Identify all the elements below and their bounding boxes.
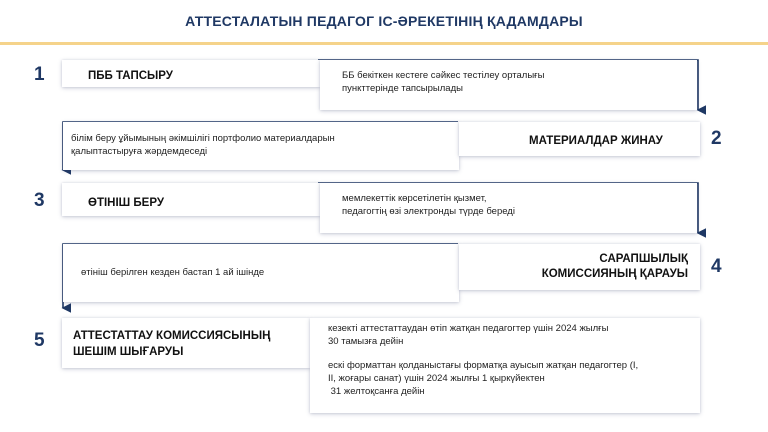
step-5-title-line-1: АТТЕСТАТТАУ КОМИССИЯСЫНЫҢ xyxy=(73,330,271,342)
step-3-title-box xyxy=(62,183,320,216)
step-number-3: 3 xyxy=(34,190,45,211)
step-number-1: 1 xyxy=(34,64,45,85)
step-5-title-box xyxy=(62,318,310,368)
step-number-4: 4 xyxy=(711,256,722,277)
step-5-desc-line-4: ІІ, жоғары санат) үшін 2024 жылғы 1 қыркүйектен xyxy=(328,373,545,384)
step-1-title: ПББ ТАПСЫРУ xyxy=(88,70,173,82)
step-5-desc-box xyxy=(310,318,700,413)
step-1-title-box xyxy=(62,60,320,87)
step-3-desc-line-2: педагогтің өзі электронды түрде береді xyxy=(342,206,515,217)
step-3-desc-box xyxy=(320,183,697,233)
step-3-desc-line-1: мемлекеттік көрсетілетін қызмет, xyxy=(342,193,487,204)
title-underline xyxy=(0,42,768,45)
step-4-title-box xyxy=(459,244,700,290)
diagram-title: АТТЕСТАЛАТЫН ПЕДАГОГ ІС-ӘРЕКЕТІНІҢ ҚАДАМДАРЫ xyxy=(185,13,583,29)
step-2-desc-line-1: білім беру ұйымының әкімшілігі портфолио материалдарын xyxy=(71,133,335,144)
step-5-desc-line-5: 31 желтоқсанға дейін xyxy=(328,386,425,397)
step-number-5: 5 xyxy=(34,330,45,351)
step-5-desc-line-2: 30 тамызға дейін xyxy=(328,336,404,347)
step-1-desc-box xyxy=(320,60,697,110)
step-2-title-box xyxy=(459,122,700,156)
step-4-desc-box xyxy=(63,244,459,302)
step-2-desc-line-2: қалыптастыруға жәрдемдеседі xyxy=(71,146,208,157)
step-4-desc-line-1: өтініш берілген кезден бастап 1 ай ішінде xyxy=(81,267,265,278)
step-1-desc-line-1: ББ бекіткен кестеге сәйкес тестілеу орталығы xyxy=(342,70,545,81)
step-4-title-line-1: САРАПШЫЛЫҚ xyxy=(599,253,688,265)
step-1-desc-line-2: пункттерінде тапсырылады xyxy=(342,83,463,94)
step-2-title: МАТЕРИАЛДАР ЖИНАУ xyxy=(529,135,663,147)
step-2-desc-box xyxy=(63,122,459,170)
step-number-2: 2 xyxy=(711,128,722,149)
step-5-title-line-2: ШЕШІМ ШЫҒАРУЫ xyxy=(73,346,184,358)
step-3-title: ӨТІНІШ БЕРУ xyxy=(88,197,165,209)
step-4-title-line-2: КОМИССИЯНЫҢ ҚАРАУЫ xyxy=(541,268,688,280)
step-5-desc-line-1: кезекті аттестаттаудан өтіп жатқан педагогтер үшін 2024 жылғы xyxy=(328,323,609,334)
step-5-desc-line-3: ескі форматтан қолданыстағы форматқа ауысып жатқан педагогтер (І, xyxy=(328,360,639,371)
